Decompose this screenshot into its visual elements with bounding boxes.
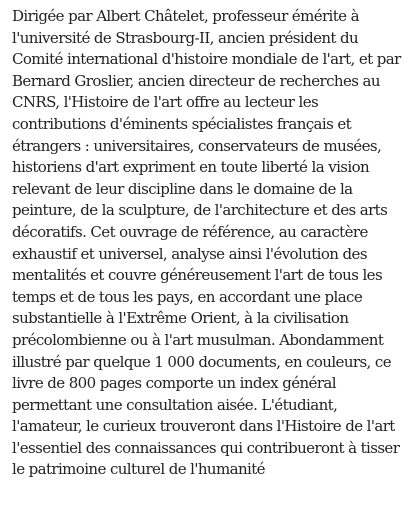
description-line-12: exhaustif et universel, analyse ainsi l'évolution des bbox=[12, 244, 367, 263]
description-line-20: l'amateur, le curieux trouveront dans l'Histoire de l'art bbox=[12, 417, 395, 436]
description-line-10: peinture, de la sculpture, de l'architecture et des arts bbox=[12, 201, 388, 220]
description-line-13: mentalités et couvre généreusement l'art de tous les bbox=[12, 266, 383, 285]
description-line-9: relevant de leur discipline dans le domaine de la bbox=[12, 179, 353, 198]
description-line-16: précolombienne ou à l'art musulman. Abondamment bbox=[12, 330, 384, 349]
description-line-6: contributions d'éminents spécialistes français et bbox=[12, 114, 352, 133]
description-line-19: permettant une consultation aisée. L'étudiant, bbox=[12, 395, 338, 414]
description-line-7: étrangers : universitaires, conservateurs de musées, bbox=[12, 136, 382, 155]
description-line-15: substantielle à l'Extrême Orient, à la civilisation bbox=[12, 309, 349, 328]
description-line-14: temps et de tous les pays, en accordant une place bbox=[12, 287, 363, 306]
description-line-5: CNRS, l'Histoire de l'art offre au lecteur les bbox=[12, 93, 319, 112]
description-line-17: illustré par quelque 1 000 documents, en couleurs, ce bbox=[12, 352, 391, 371]
description-line-4: Bernard Groslier, ancien directeur de recherches au bbox=[12, 71, 380, 90]
book-description-paragraph bbox=[12, 6, 412, 481]
description-line-22: le patrimoine culturel de l'humanité bbox=[12, 460, 265, 479]
description-line-2: l'université de Strasbourg-II, ancien président du bbox=[12, 28, 359, 47]
description-line-11: décoratifs. Cet ouvrage de référence, au caractère bbox=[12, 222, 368, 241]
description-line-21: l'essentiel des connaissances qui contribueront à tisser bbox=[12, 438, 400, 457]
description-line-1: Dirigée par Albert Châtelet, professeur émérite à bbox=[12, 7, 359, 25]
description-line-8: historiens d'art expriment en toute liberté la vision bbox=[12, 158, 370, 177]
description-line-18: livre de 800 pages comporte un index général bbox=[12, 374, 336, 393]
description-line-3: Comité international d'histoire mondiale de l'art, et par bbox=[12, 50, 401, 69]
